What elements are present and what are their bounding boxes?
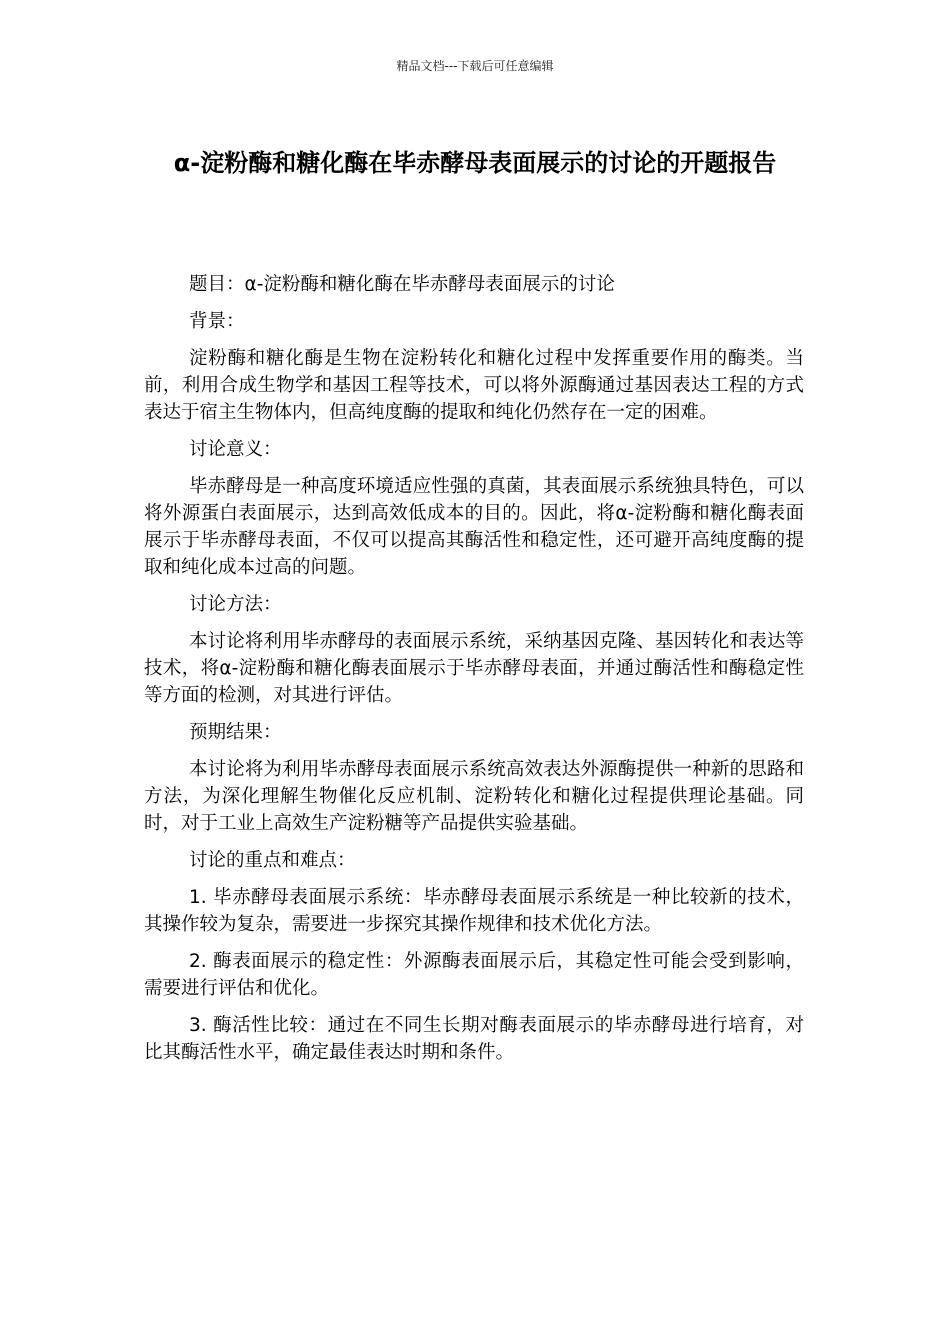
method-paragraph: 本讨论将利用毕赤酵母的表面展示系统，采纳基因克隆、基因转化和表达等技术，将α-淀粉酶和糖化酶表面展示于毕赤酵母表面，并通过酶活性和酶稳定性等方面的检测，对其进行评估。 [144,631,804,706]
document-title: α-淀粉酶和糖化酶在毕赤酵母表面展示的讨论的开题报告 [173,149,777,177]
document-body [144,271,804,1076]
key-point-item: 3. 酶活性比较：通过在不同生长期对酶表面展示的毕赤酵母进行培育，对比其酶活性水平，确定最佳表达时期和条件。 [144,1015,804,1063]
page-header-note: 精品文档---下载后可任意编辑 [396,59,554,73]
expected-results-paragraph: 本讨论将为利用毕赤酵母表面展示系统高效表达外源酶提供一种新的思路和方法，为深化理解生物催化反应机制、淀粉转化和糖化过程提供理论基础。同时，对于工业上高效生产淀粉糖等产品提供实验基础。 [144,759,804,834]
background-heading: 背景： [189,311,245,332]
key-points-heading: 讨论的重点和难点： [189,850,356,871]
key-point-item: 2. 酶表面展示的稳定性：外源酶表面展示后，其稳定性可能会受到影响，需要进行评估和优化。 [144,951,804,999]
expected-results-heading: 预期结果： [189,722,282,743]
method-heading: 讨论方法： [189,594,282,615]
significance-paragraph: 毕赤酵母是一种高度环境适应性强的真菌，其表面展示系统独具特色，可以将外源蛋白表面展示，达到高效低成本的目的。因此，将α-淀粉酶和糖化酶表面展示于毕赤酵母表面，不仅可以提高其酶活性和稳定性，还可避开高纯度酶的提取和纯化成本过高的问题。 [144,476,804,578]
background-paragraph: 淀粉酶和糖化酶是生物在淀粉转化和糖化过程中发挥重要作用的酶类。当前，利用合成生物学和基因工程等技术，可以将外源酶通过基因表达工程的方式表达于宿主生物体内，但高纯度酶的提取和纯化仍然存在一定的困难。 [144,348,804,423]
topic-line: 题目：α-淀粉酶和糖化酶在毕赤酵母表面展示的讨论 [189,274,615,295]
key-point-item: 1. 毕赤酵母表面展示系统：毕赤酵母表面展示系统是一种比较新的技术，其操作较为复杂，需要进一步探究其操作规律和技术优化方法。 [144,887,804,935]
significance-heading: 讨论意义： [189,439,282,460]
